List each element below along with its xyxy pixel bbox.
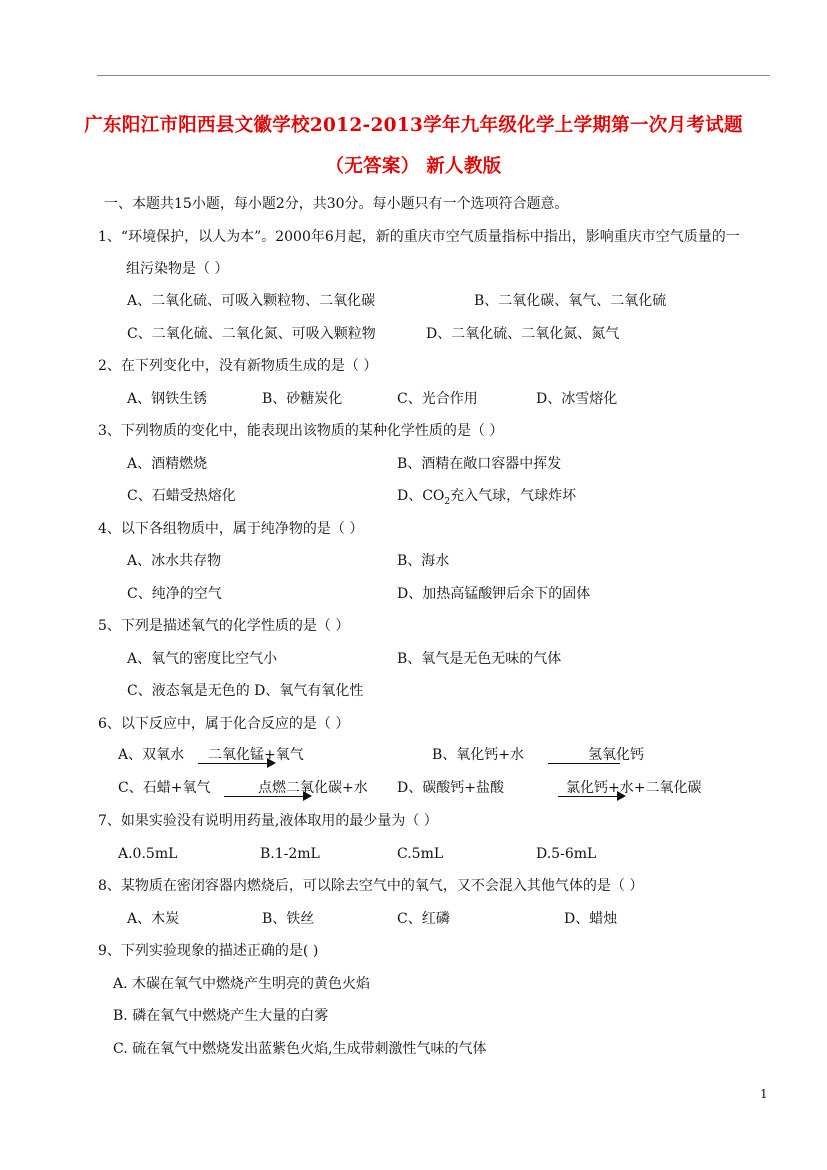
q9-option-b: B. 磷在氧气中燃烧产生大量的白雾: [113, 1008, 329, 1024]
q3-option-b: B、酒精在敞口容器中挥发: [397, 456, 562, 472]
q2-option-c: C、光合作用: [397, 391, 478, 407]
q1-option-a: A、二氧化硫、可吸入颗粒物、二氧化碳: [127, 293, 376, 309]
section-heading: 一、本题共15小题，每小题2分，共30分。每小题只有一个选项符合题意。: [104, 196, 569, 212]
q6-option-c-product: 点燃二氧化碳+水: [258, 780, 368, 796]
q6-stem: 6、以下反应中，属于化合反应的是（ ）: [98, 716, 350, 732]
q8-stem: 8、某物质在密闭容器内燃烧后，可以除去空气中的氧气，又不会混入其他气体的是（ ）: [98, 878, 644, 894]
q6-option-d-product: 氯化钙+水+二氧化碳: [566, 780, 702, 796]
q7-option-c: C.5mL: [397, 846, 444, 862]
q6-option-b-arrow: [548, 746, 644, 764]
q3-option-a: A、酒精燃烧: [127, 456, 208, 472]
q4-option-b: B、海水: [397, 553, 450, 569]
q1-option-d: D、二氧化硫、二氧化氮、氮气: [426, 326, 620, 342]
page-subtitle: （无答案） 新人教版: [325, 156, 502, 177]
q2-option-a: A、钢铁生锈: [127, 391, 208, 407]
q6-option-b-product: 氢氧化钙: [588, 747, 644, 763]
q6-option-d-arrow: [558, 779, 702, 797]
q8-option-d: D、蜡烛: [564, 911, 618, 927]
q9-stem: 9、下列实验现象的描述正确的是( ): [98, 943, 319, 959]
q3-stem: 3、下列物质的变化中，能表现出该物质的某种化学性质的是（ ）: [98, 423, 504, 439]
q6-option-d-reactant: D、碳酸钙+盐酸: [397, 780, 504, 796]
q1-option-c: C、二氧化硫、二氧化氮、可吸入颗粒物: [127, 326, 376, 342]
q3-option-c: C、石蜡受热熔化: [127, 488, 236, 504]
q7-option-a: A.0.5mL: [118, 846, 178, 862]
q4-option-d: D、加热高锰酸钾后余下的固体: [397, 586, 591, 602]
q5-option-b: B、氧气是无色无味的气体: [397, 651, 562, 667]
q6-option-a-reactant: A、双氧水: [118, 747, 185, 763]
q7-stem: 7、如果实验没有说明用药量,液体取用的最少量为（ ）: [98, 813, 438, 829]
q9-option-a: A. 木碳在氧气中燃烧产生明亮的黄色火焰: [113, 976, 371, 992]
header-rule: [97, 75, 770, 76]
q6-option-c-reactant: C、石蜡+氧气: [118, 780, 211, 796]
q4-option-c: C、纯净的空气: [127, 586, 222, 602]
q2-option-d: D、冰雪熔化: [536, 391, 618, 407]
q7-option-b: B.1-2mL: [260, 846, 320, 862]
q8-option-c: C、红磷: [397, 911, 450, 927]
q2-option-b: B、砂糖炭化: [262, 391, 343, 407]
q5-stem: 5、下列是描述氧气的化学性质的是（ ）: [98, 618, 350, 634]
q7-option-d: D.5-6mL: [536, 846, 597, 862]
q5-option-cd: C、液态氧是无色的 D、氧气有氧化性: [127, 683, 364, 699]
q6-option-a-arrow: [198, 746, 304, 764]
q1-stem-line2: 组污染物是（ ）: [126, 261, 229, 277]
page-title: 广东阳江市阳西县文徽学校2012-2013学年九年级化学上学期第一次月考试题: [84, 115, 743, 136]
q8-option-b: B、铁丝: [262, 911, 315, 927]
page-number: 1: [760, 1087, 768, 1101]
q6-option-c-arrow: [224, 779, 368, 797]
q1-option-b: B、二氧化碳、氧气、二氧化硫: [474, 293, 667, 309]
q6-option-b-reactant: B、氧化钙+水: [432, 747, 525, 763]
q3-option-d: D、$CO_2$充入气球，气球炸坏: [397, 488, 577, 507]
q1-stem-line1: 1、“环境保护，以人为本”。2000年6月起，新的重庆市空气质量指标中指出，影响重庆市空气质量的一: [98, 229, 740, 245]
q5-option-a: A、氧气的密度比空气小: [127, 651, 278, 667]
q4-option-a: A、冰水共存物: [127, 553, 222, 569]
q6-option-a-product: 二氧化锰+氧气: [208, 747, 304, 763]
q9-option-c: C. 硫在氧气中燃烧发出蓝紫色火焰,生成带刺激性气味的气体: [113, 1041, 487, 1057]
q8-option-a: A、木炭: [127, 911, 180, 927]
q2-stem: 2、在下列变化中，没有新物质生成的是（ ）: [98, 358, 378, 374]
q4-stem: 4、以下各组物质中，属于纯净物的是（ ）: [98, 521, 364, 537]
